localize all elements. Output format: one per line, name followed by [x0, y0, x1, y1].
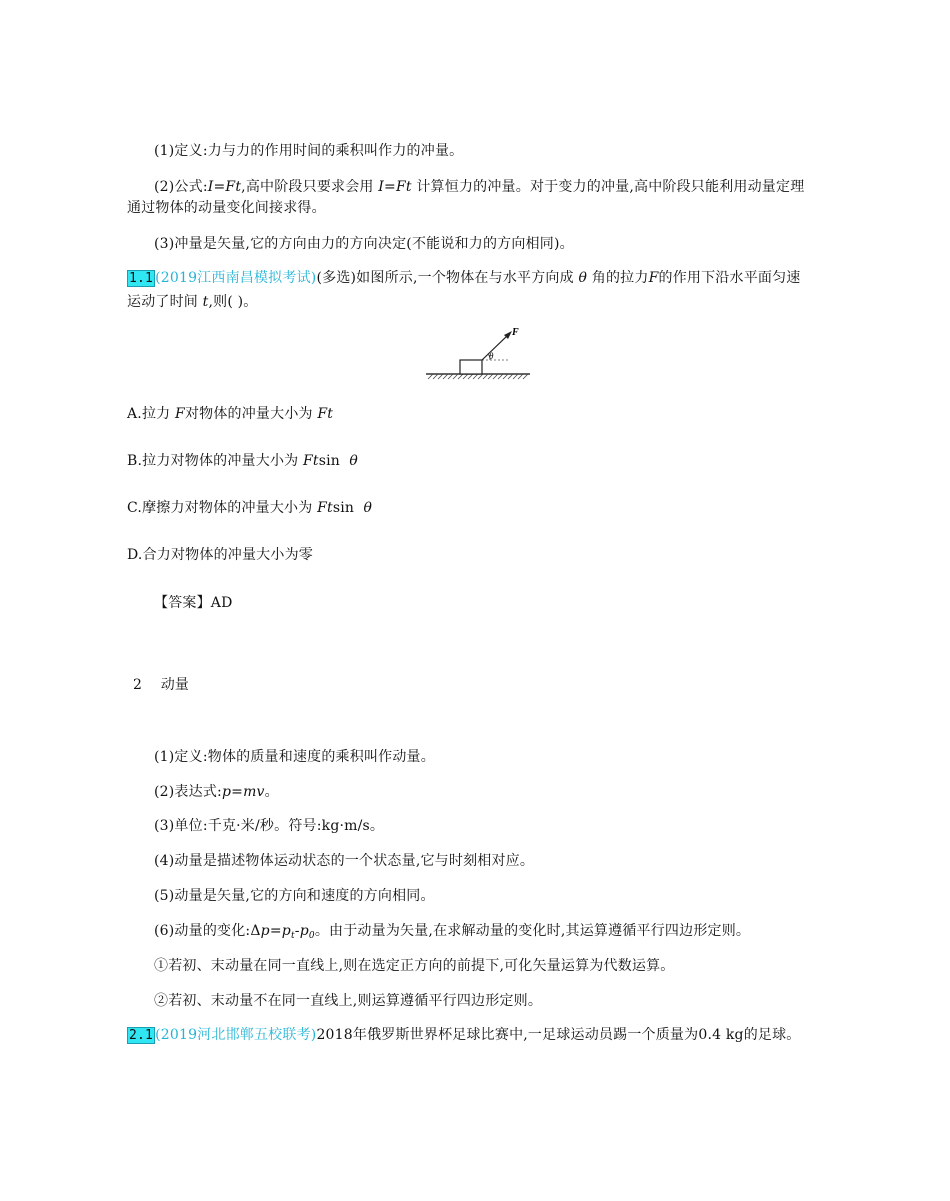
- question-tag: 1.1: [129, 271, 154, 286]
- question-source: (2019江西南昌模拟考试): [155, 270, 317, 286]
- question-2-1-stem: 2.1 (2019河北邯郸五校联考)2018年俄罗斯世界杯足球比赛中,一足球运动员踢一个质量为0.4 kg的足球。: [129, 1027, 801, 1043]
- question-tag: 2.1: [129, 1028, 154, 1043]
- momentum-definition: (1)定义:物体的质量和速度的乘积叫作动量。: [154, 749, 435, 765]
- momentum-vector: (5)动量是矢量,它的方向和速度的方向相同。: [154, 888, 435, 904]
- momentum-expression: (2)表达式:p=mv。: [154, 784, 279, 800]
- block: [460, 360, 482, 374]
- impulse-formula: (2)公式:I=Ft,高中阶段只要求会用 I=Ft 计算恒力的冲量。对于变力的冲量,高中阶段只能利用动量定理: [154, 179, 805, 195]
- force-label: F: [512, 327, 519, 338]
- impulse-definition: (1)定义:力与力的作用时间的乘积叫作力的冲量。: [154, 143, 464, 159]
- ground-hatching: [428, 374, 528, 379]
- option-c: C.摩擦力对物体的冲量大小为 Ftsin θ: [127, 500, 373, 516]
- impulse-formula-cont: 通过物体的动量变化间接求得。: [127, 200, 326, 216]
- answer: 【答案】AD: [154, 595, 233, 611]
- option-b: B.拉力对物体的冲量大小为 Ftsin θ: [127, 453, 358, 469]
- momentum-change: (6)动量的变化$:\Delta p=p_t-p_0$。由于动量为矢量,在求解动量的变化时,其运算遵循平行四边形定则。: [154, 923, 751, 941]
- option-d: D.合力对物体的冲量大小为零: [127, 547, 313, 563]
- momentum-case-2: ②若初、末动量不在同一直线上,则运算遵循平行四边形定则。: [154, 993, 543, 1009]
- force-arrow: [482, 334, 509, 360]
- question-1-1-stem: 1.1 (2019江西南昌模拟考试)(多选)如图所示,一个物体在与水平方向成 θ 角的拉力F的作用下沿水平面匀速: [129, 270, 801, 286]
- momentum-state: (4)动量是描述物体运动状态的一个状态量,它与时刻相对应。: [154, 853, 535, 869]
- momentum-case-1: ①若初、末动量在同一直线上,则在选定正方向的前提下,可化矢量运算为代数运算。: [154, 958, 675, 974]
- question-1-1-stem-cont: 运动了时间 t,则( )。: [127, 294, 258, 310]
- force-diagram: [420, 322, 532, 384]
- angle-label: θ: [489, 351, 494, 361]
- impulse-vector: (3)冲量是矢量,它的方向由力的方向决定(不能说和力的方向相同)。: [154, 236, 574, 252]
- section-heading: 2 动量: [133, 677, 190, 693]
- question-source: (2019河北邯郸五校联考): [155, 1027, 317, 1043]
- option-a: A.拉力 F对物体的冲量大小为 Ft: [127, 406, 334, 422]
- momentum-unit: (3)单位:千克·米/秒。符号:kg·m/s。: [154, 818, 385, 834]
